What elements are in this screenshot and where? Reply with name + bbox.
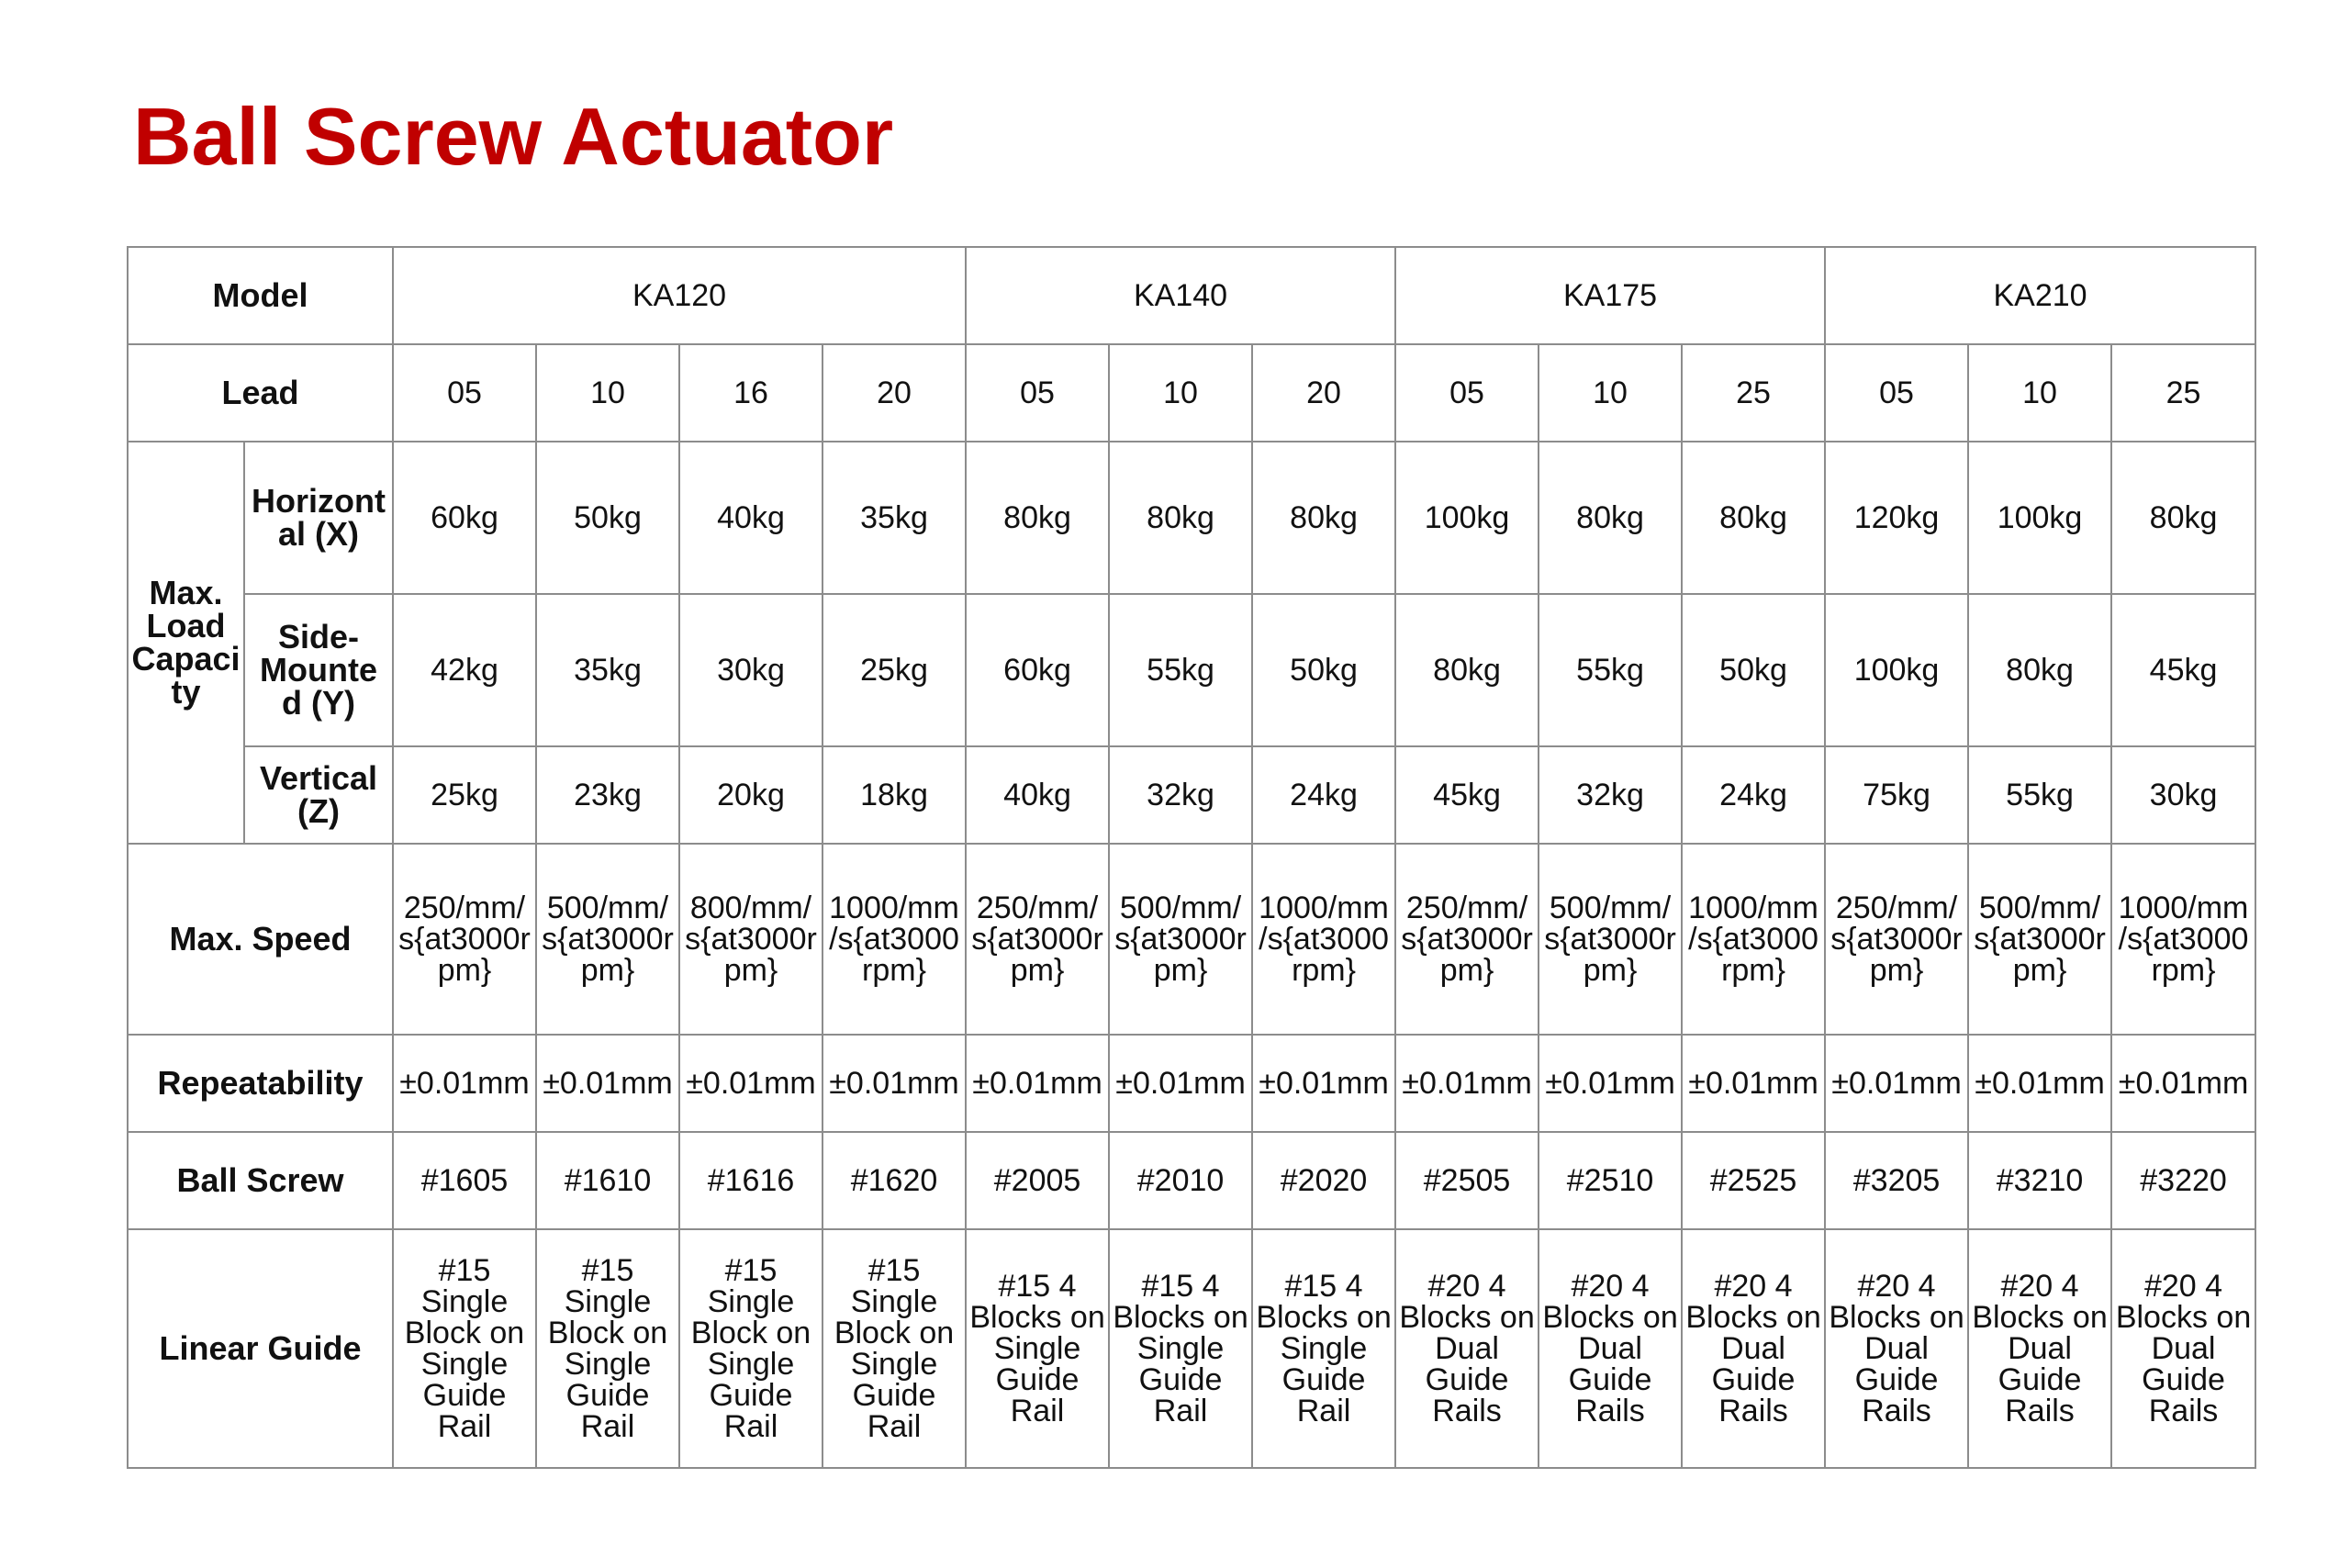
vertical-load-cell: 32kg: [1109, 746, 1252, 844]
max-load-capacity-label: Max. Load Capaci ty: [128, 442, 244, 844]
ball-screw-label: Ball Screw: [128, 1132, 393, 1229]
ball-screw-cell: #2010: [1109, 1132, 1252, 1229]
ball-screw-cell: #1605: [393, 1132, 536, 1229]
model-cell: KA140: [966, 247, 1395, 344]
repeatability-cell: ±0.01mm: [393, 1035, 536, 1132]
linear-guide-cell: #20 4 Blocks on Dual Guide Rails: [1682, 1229, 1825, 1468]
max-speed-cell: 500/mm/ s{at3000r pm}: [1968, 844, 2111, 1035]
model-cell: KA120: [393, 247, 966, 344]
lead-cell: 16: [679, 344, 822, 442]
ball-screw-cell: #3205: [1825, 1132, 1968, 1229]
lead-row: [128, 344, 2255, 442]
ball-screw-cell: #1616: [679, 1132, 822, 1229]
linear-guide-cell: #15 Single Block on Single Guide Rail: [679, 1229, 822, 1468]
horizontal-load-cell: 35kg: [822, 442, 966, 594]
model-cell: KA175: [1395, 247, 1825, 344]
repeatability-cell: ±0.01mm: [1968, 1035, 2111, 1132]
ball-screw-cell: #1620: [822, 1132, 966, 1229]
linear-guide-cell: #20 4 Blocks on Dual Guide Rails: [1825, 1229, 1968, 1468]
side-mounted-load-cell: 35kg: [536, 594, 679, 746]
lead-cell: 05: [966, 344, 1109, 442]
vertical-load-cell: 24kg: [1252, 746, 1395, 844]
max-speed-cell: 250/mm/ s{at3000r pm}: [966, 844, 1109, 1035]
max-speed-label: Max. Speed: [128, 844, 393, 1035]
side-mounted-load-cell: 30kg: [679, 594, 822, 746]
ball-screw-cell: #2525: [1682, 1132, 1825, 1229]
model-cell: KA210: [1825, 247, 2255, 344]
ball-screw-cell: #3220: [2111, 1132, 2255, 1229]
repeatability-cell: ±0.01mm: [1825, 1035, 1968, 1132]
horizontal-load-cell: 80kg: [1539, 442, 1682, 594]
max-speed-row: [128, 844, 2255, 1035]
repeatability-cell: ±0.01mm: [536, 1035, 679, 1132]
lead-cell: 10: [1968, 344, 2111, 442]
vertical-load-cell: 55kg: [1968, 746, 2111, 844]
max-speed-cell: 500/mm/ s{at3000r pm}: [536, 844, 679, 1035]
side-mounted-label: Side- Mounte d (Y): [244, 594, 393, 746]
max-speed-cell: 500/mm/ s{at3000r pm}: [1539, 844, 1682, 1035]
linear-guide-cell: #20 4 Blocks on Dual Guide Rails: [1539, 1229, 1682, 1468]
horizontal-load-cell: 80kg: [2111, 442, 2255, 594]
side-mounted-load-cell: 55kg: [1109, 594, 1252, 746]
repeatability-cell: ±0.01mm: [2111, 1035, 2255, 1132]
linear-guide-cell: #15 4 Blocks on Single Guide Rail: [1252, 1229, 1395, 1468]
repeatability-cell: ±0.01mm: [1539, 1035, 1682, 1132]
vertical-label: Vertical (Z): [244, 746, 393, 844]
horizontal-load-cell: 50kg: [536, 442, 679, 594]
horizontal-load-cell: 120kg: [1825, 442, 1968, 594]
horizontal-load-cell: 40kg: [679, 442, 822, 594]
lead-cell: 10: [1539, 344, 1682, 442]
vertical-load-cell: 45kg: [1395, 746, 1539, 844]
vertical-load-cell: 30kg: [2111, 746, 2255, 844]
vertical-load-cell: 24kg: [1682, 746, 1825, 844]
max-speed-cell: 250/mm/ s{at3000r pm}: [1395, 844, 1539, 1035]
max-speed-cell: 800/mm/ s{at3000r pm}: [679, 844, 822, 1035]
max-speed-cell: 1000/mm /s{at3000 rpm}: [1252, 844, 1395, 1035]
repeatability-cell: ±0.01mm: [1395, 1035, 1539, 1132]
model-row: [128, 247, 2255, 344]
repeatability-row: [128, 1035, 2255, 1132]
repeatability-cell: ±0.01mm: [1252, 1035, 1395, 1132]
horizontal-load-cell: 60kg: [393, 442, 536, 594]
linear-guide-row: [128, 1229, 2255, 1468]
side-mounted-load-cell: 100kg: [1825, 594, 1968, 746]
repeatability-cell: ±0.01mm: [1682, 1035, 1825, 1132]
ball-screw-cell: #2510: [1539, 1132, 1682, 1229]
page-title: Ball Screw Actuator: [133, 91, 894, 182]
repeatability-label: Repeatability: [128, 1035, 393, 1132]
lead-cell: 05: [1825, 344, 1968, 442]
linear-guide-cell: #20 4 Blocks on Dual Guide Rails: [2111, 1229, 2255, 1468]
ball-screw-row: [128, 1132, 2255, 1229]
lead-cell: 25: [1682, 344, 1825, 442]
side-mounted-load-cell: 55kg: [1539, 594, 1682, 746]
linear-guide-cell: #20 4 Blocks on Dual Guide Rails: [1395, 1229, 1539, 1468]
side-mounted-load-cell: 45kg: [2111, 594, 2255, 746]
vertical-load-cell: 18kg: [822, 746, 966, 844]
ball-screw-cell: #1610: [536, 1132, 679, 1229]
side-mounted-load-cell: 25kg: [822, 594, 966, 746]
horizontal-load-cell: 80kg: [1682, 442, 1825, 594]
lead-cell: 20: [1252, 344, 1395, 442]
vertical-load-cell: 25kg: [393, 746, 536, 844]
max-speed-cell: 250/mm/ s{at3000r pm}: [393, 844, 536, 1035]
linear-guide-cell: #15 Single Block on Single Guide Rail: [822, 1229, 966, 1468]
linear-guide-cell: #15 4 Blocks on Single Guide Rail: [1109, 1229, 1252, 1468]
linear-guide-cell: #20 4 Blocks on Dual Guide Rails: [1968, 1229, 2111, 1468]
spec-table: [127, 246, 2256, 1469]
horizontal-load-cell: 80kg: [1109, 442, 1252, 594]
lead-cell: 10: [1109, 344, 1252, 442]
max-speed-cell: 1000/mm /s{at3000 rpm}: [1682, 844, 1825, 1035]
horizontal-load-cell: 100kg: [1968, 442, 2111, 594]
linear-guide-label: Linear Guide: [128, 1229, 393, 1468]
ball-screw-cell: #2005: [966, 1132, 1109, 1229]
vertical-load-row: [128, 746, 2255, 844]
vertical-load-cell: 20kg: [679, 746, 822, 844]
lead-cell: 25: [2111, 344, 2255, 442]
max-speed-cell: 1000/mm /s{at3000 rpm}: [822, 844, 966, 1035]
model-label: Model: [128, 247, 393, 344]
horizontal-load-cell: 100kg: [1395, 442, 1539, 594]
side-mounted-load-cell: 50kg: [1252, 594, 1395, 746]
side-mounted-load-cell: 50kg: [1682, 594, 1825, 746]
side-mounted-load-row: [128, 594, 2255, 746]
max-speed-cell: 250/mm/ s{at3000r pm}: [1825, 844, 1968, 1035]
lead-cell: 05: [393, 344, 536, 442]
vertical-load-cell: 32kg: [1539, 746, 1682, 844]
ball-screw-cell: #3210: [1968, 1132, 2111, 1229]
repeatability-cell: ±0.01mm: [966, 1035, 1109, 1132]
side-mounted-load-cell: 80kg: [1395, 594, 1539, 746]
max-speed-cell: 1000/mm /s{at3000 rpm}: [2111, 844, 2255, 1035]
repeatability-cell: ±0.01mm: [822, 1035, 966, 1132]
horizontal-label: Horizont al (X): [244, 442, 393, 594]
lead-label: Lead: [128, 344, 393, 442]
horizontal-load-cell: 80kg: [1252, 442, 1395, 594]
ball-screw-cell: #2505: [1395, 1132, 1539, 1229]
linear-guide-cell: #15 4 Blocks on Single Guide Rail: [966, 1229, 1109, 1468]
horizontal-load-cell: 80kg: [966, 442, 1109, 594]
lead-cell: 20: [822, 344, 966, 442]
lead-cell: 05: [1395, 344, 1539, 442]
vertical-load-cell: 75kg: [1825, 746, 1968, 844]
side-mounted-load-cell: 42kg: [393, 594, 536, 746]
repeatability-cell: ±0.01mm: [679, 1035, 822, 1132]
linear-guide-cell: #15 Single Block on Single Guide Rail: [536, 1229, 679, 1468]
linear-guide-cell: #15 Single Block on Single Guide Rail: [393, 1229, 536, 1468]
vertical-load-cell: 40kg: [966, 746, 1109, 844]
max-speed-cell: 500/mm/ s{at3000r pm}: [1109, 844, 1252, 1035]
side-mounted-load-cell: 60kg: [966, 594, 1109, 746]
lead-cell: 10: [536, 344, 679, 442]
vertical-load-cell: 23kg: [536, 746, 679, 844]
ball-screw-cell: #2020: [1252, 1132, 1395, 1229]
horizontal-load-row: [128, 442, 2255, 594]
repeatability-cell: ±0.01mm: [1109, 1035, 1252, 1132]
side-mounted-load-cell: 80kg: [1968, 594, 2111, 746]
